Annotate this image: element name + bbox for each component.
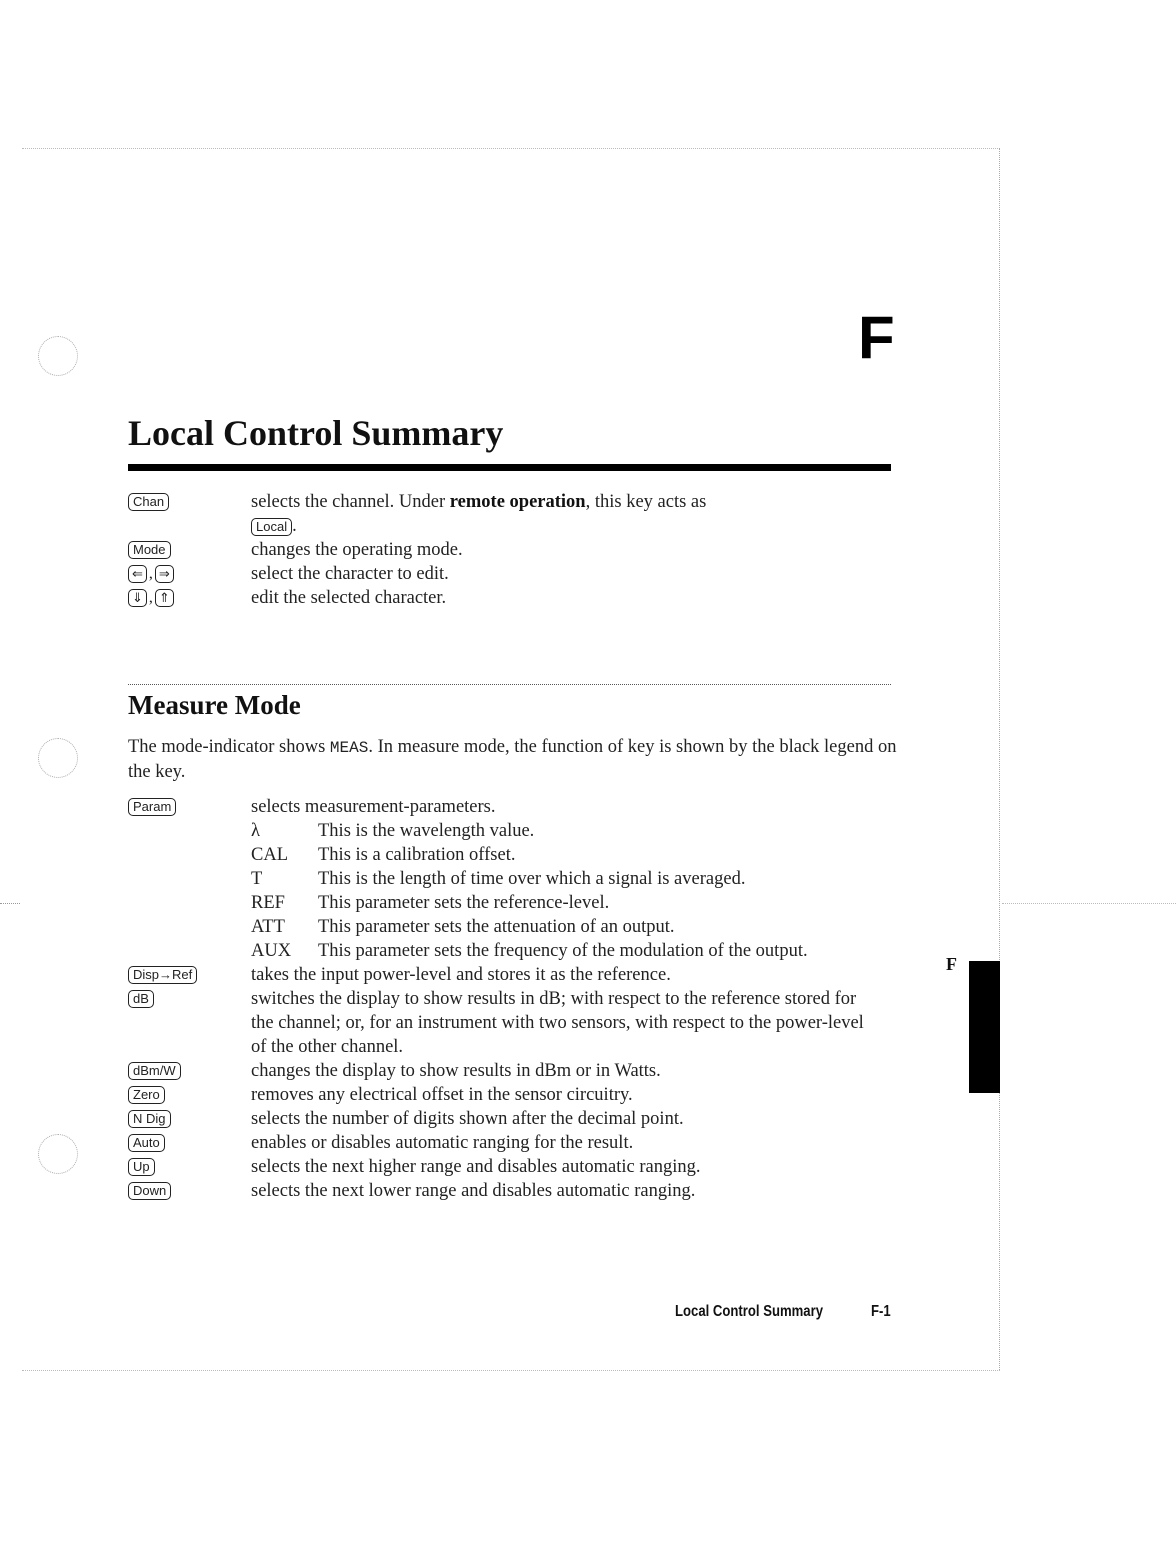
up-key: Up — [128, 1158, 155, 1176]
key-description: selects the number of digits shown after the decimal point. — [251, 1109, 684, 1129]
key-row-db — [128, 987, 898, 1059]
key-row-up — [128, 1155, 898, 1179]
parameter-desc: This parameter sets the frequency of the modulation of the output. — [318, 941, 808, 961]
key-row-down — [128, 1179, 898, 1203]
disp-ref-key: Disp→Ref — [128, 966, 197, 984]
parameter-desc: This parameter sets the attenuation of an output. — [318, 917, 675, 937]
dbm-w-key: dBm/W — [128, 1062, 181, 1080]
binder-hole — [38, 738, 78, 778]
page-footer — [675, 1303, 891, 1321]
footer-section-title: Local Control Summary — [675, 1303, 823, 1320]
key-description: changes the operating mode. — [251, 540, 463, 560]
key-row-dbm-w — [128, 1059, 898, 1083]
parameter-desc: This is the length of time over which a signal is averaged. — [318, 869, 746, 889]
section-intro — [128, 735, 898, 784]
key-description: selects the next higher range and disables automatic ranging. — [251, 1157, 701, 1177]
desc-text: selects the channel. Under — [251, 492, 450, 512]
summary-key-list — [128, 490, 898, 610]
binder-hole — [38, 1134, 78, 1174]
zero-key: Zero — [128, 1086, 165, 1104]
down-key: Down — [128, 1182, 171, 1200]
right-arrow-icon: ⇒ — [155, 565, 174, 583]
measure-key-list — [128, 795, 898, 1203]
section-title: Measure Mode — [128, 690, 301, 720]
desc-text: , this key acts as — [585, 492, 707, 512]
crop-mark-bottom — [22, 1370, 1000, 1371]
parameter-name: ATT — [251, 917, 285, 937]
key-row-down-up: ⇓ , ⇑ edit the selected character. — [128, 586, 898, 610]
crop-mark-right — [999, 148, 1000, 1370]
title-rule — [128, 464, 891, 471]
key-row-left-right: ⇐ , ⇒ select the character to edit. — [128, 562, 898, 586]
key-description — [251, 490, 898, 538]
parameter-desc: This is a calibration offset. — [318, 845, 516, 865]
key-description: changes the display to show results in dBm or in Watts. — [251, 1061, 661, 1081]
db-key: dB — [128, 990, 154, 1008]
chapter-title: Local Control Summary — [128, 413, 504, 453]
parameter-name: AUX — [251, 941, 292, 961]
parameter-item — [251, 939, 898, 963]
key-row-disp-ref — [128, 963, 898, 987]
parameter-item — [251, 891, 898, 915]
key-row-n-dig — [128, 1107, 898, 1131]
parameter-name: CAL — [251, 845, 288, 865]
key-row-param — [128, 795, 898, 819]
chan-key: Chan — [128, 493, 169, 511]
crop-mark-mid-right — [1002, 903, 1176, 904]
key-description: enables or disables automatic ranging for the result. — [251, 1133, 634, 1153]
key-description: takes the input power-level and stores it as the reference. — [251, 965, 671, 985]
page-number: F-1 — [870, 1303, 891, 1320]
key-row-auto — [128, 1131, 898, 1155]
down-arrow-icon: ⇓ — [128, 589, 147, 607]
parameter-item — [251, 867, 898, 891]
parameter-desc: This parameter sets the reference-level. — [318, 893, 610, 913]
chapter-letter: F — [858, 304, 895, 371]
key-description: edit the selected character. — [251, 588, 447, 608]
parameter-item — [251, 843, 898, 867]
section-rule — [128, 684, 891, 685]
key-description: selects measurement-parameters. — [251, 797, 496, 817]
key-row-zero — [128, 1083, 898, 1107]
mode-key: Mode — [128, 541, 171, 559]
auto-key: Auto — [128, 1134, 165, 1152]
parameter-list — [251, 819, 898, 963]
parameter-name: λ — [251, 821, 260, 841]
thumb-tab-marker — [969, 961, 1000, 1093]
key-description: select the character to edit. — [251, 564, 449, 584]
thumb-tab-letter: F — [946, 954, 957, 974]
key-description: selects the next lower range and disables automatic ranging. — [251, 1181, 696, 1201]
up-arrow-icon: ⇑ — [155, 589, 174, 607]
local-key: Local — [251, 518, 292, 536]
key-row-chan — [128, 490, 898, 538]
param-key: Param — [128, 798, 176, 816]
parameter-item — [251, 819, 898, 843]
left-arrow-icon: ⇐ — [128, 565, 147, 583]
crop-mark-mid-left — [0, 903, 20, 904]
parameter-name: REF — [251, 893, 285, 913]
n-dig-key: N Dig — [128, 1110, 171, 1128]
key-description: switches the display to show results in dB; with respect to the reference stored for the channel; or, for an instrument with two sensors, with respect to the power-level of the other channel. — [251, 989, 864, 1057]
binder-hole — [38, 336, 78, 376]
parameter-name: T — [251, 869, 263, 889]
crop-mark-top — [22, 148, 1000, 149]
key-row-mode — [128, 538, 898, 562]
parameter-desc: This is the wavelength value. — [318, 821, 535, 841]
intro-text: . In measure mode, the function of key is shown by the black legend on the key. — [128, 737, 897, 782]
desc-text: . — [292, 516, 297, 536]
mode-indicator-code: MEAS — [329, 739, 369, 757]
key-description: removes any electrical offset in the sensor circuitry. — [251, 1085, 633, 1105]
parameter-item — [251, 915, 898, 939]
intro-text: The mode-indicator shows — [128, 737, 330, 757]
desc-emphasis: remote operation — [449, 492, 586, 512]
